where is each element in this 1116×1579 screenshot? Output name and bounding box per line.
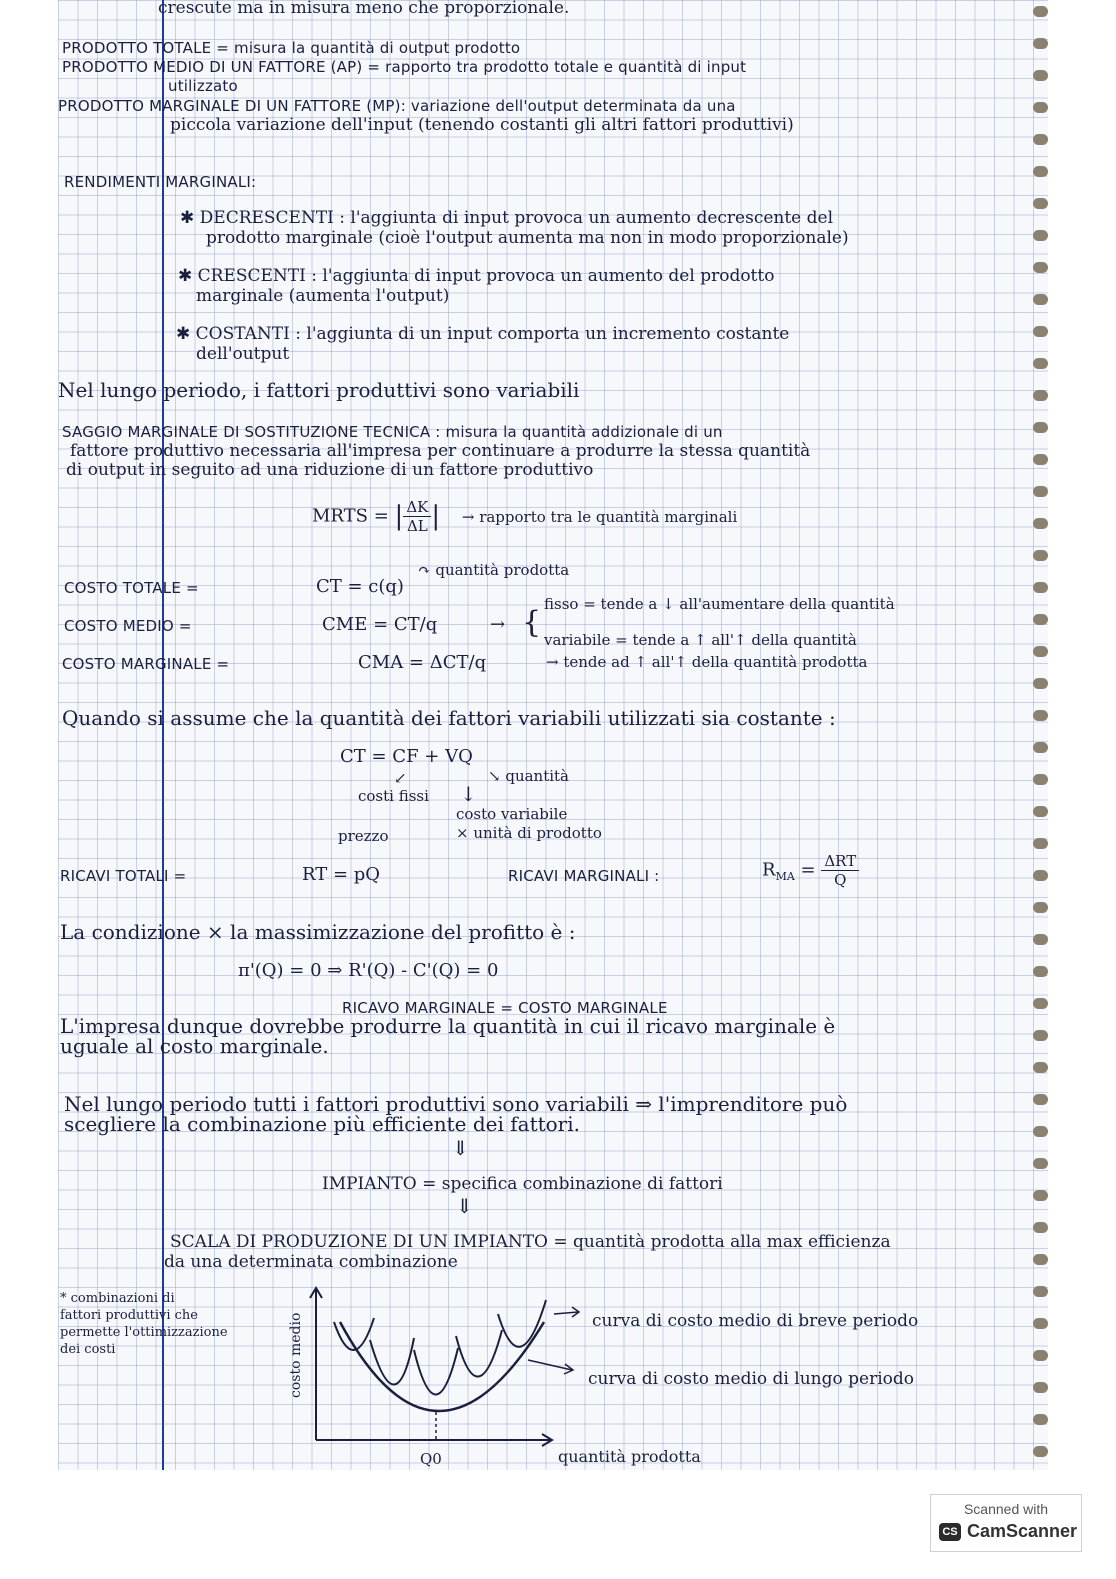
ricavi-marginali-sub: MA — [775, 870, 795, 884]
quantita-prodotta-label: ↷ quantità prodotta — [418, 561, 570, 579]
prezzo-label: prezzo — [338, 827, 389, 845]
binding-ring — [1033, 6, 1048, 17]
binding-ring — [1033, 646, 1048, 657]
binding-ring — [1033, 1446, 1048, 1457]
legend-arrow-short — [554, 1307, 579, 1317]
saggio-line3: di output in seguito ad una riduzione di un fattore produttivo — [66, 460, 594, 480]
binding-ring — [1033, 774, 1048, 785]
binding-ring — [1033, 934, 1048, 945]
badge-scanned-with: Scanned with — [963, 1501, 1049, 1517]
quando-statement: Quando si assume che la quantità dei fattori variabili utilizzati sia costante : — [62, 706, 836, 730]
lungo-line1: Nel lungo periodo tutti i fattori produttivi sono variabili ⇒ l'imprenditore può — [64, 1092, 848, 1116]
binding-ring — [1033, 102, 1048, 113]
binding-ring — [1033, 1062, 1048, 1073]
ricavi-totali-formula: RT = pQ — [302, 864, 381, 885]
ricavi-marginali-lhs: R — [762, 859, 776, 881]
side-note-line4: dei costi — [60, 1342, 116, 1357]
camscanner-badge — [930, 1494, 1082, 1552]
decrescenti-line2: prodotto marginale (cioè l'output aumenta ma non in modo proporzionale) — [206, 228, 849, 248]
binding-ring — [1033, 454, 1048, 465]
binding-ring — [1033, 710, 1048, 721]
costo-medio-formula: CME = CT/q — [322, 614, 438, 635]
double-down-arrow-1: ⇓ — [452, 1136, 469, 1160]
costo-fisso-note: fisso = tende a ↓ all'aumentare della quantità — [544, 595, 895, 613]
per-unita-label: × unità di prodotto — [456, 824, 602, 842]
crescenti-line2: marginale (aumenta l'output) — [196, 286, 450, 306]
short-run-average-cost-curves — [334, 1300, 546, 1395]
binding-ring — [1033, 262, 1048, 273]
mrts-formula: MRTS = | $\frac{\Delta K}{\Delta L}$ | → rapporto tra le quantità marginali — [312, 498, 738, 535]
impresa-line1: L'impresa dunque dovrebbe produrre la quantità in cui il ricavo marginale è — [60, 1014, 836, 1038]
prodotto-marginale-line2: piccola variazione dell'input (tenendo costanti gli altri fattori produttivi) — [170, 115, 794, 135]
binding-ring — [1033, 998, 1048, 1009]
binding-ring — [1033, 1350, 1048, 1361]
profitto-formula: π'(Q) = 0 ⇒ R'(Q) - C'(Q) = 0 — [238, 960, 499, 981]
crescenti-line1: ✱ CRESCENTI : l'aggiunta di input provoca un aumento del prodotto — [178, 266, 775, 286]
ricavo-eq-costo: RICAVO MARGINALE = COSTO MARGINALE — [342, 999, 668, 1017]
binding-ring — [1033, 614, 1048, 625]
prodotto-medio-line1: PRODOTTO MEDIO DI UN FATTORE (AP) = rapporto tra prodotto totale e quantità di input — [62, 58, 747, 76]
rendimenti-title: RENDIMENTI MARGINALI: — [64, 173, 257, 191]
costo-marginale-note: → tende ad ↑ all'↑ della quantità prodotta — [546, 653, 868, 671]
binding-ring — [1033, 1190, 1048, 1201]
top-fragment: crescute ma in misura meno che proporzionale. — [158, 0, 570, 18]
double-down-arrow-2: ⇓ — [456, 1194, 473, 1218]
mrts-note: → rapporto tra le quantità marginali — [461, 507, 738, 526]
x-tick-q0: Q0 — [420, 1450, 442, 1468]
binding-ring — [1033, 1254, 1048, 1265]
x-axis-label: quantità prodotta — [558, 1447, 701, 1466]
binding-ring — [1033, 1286, 1048, 1297]
brace-icon: { — [522, 605, 542, 640]
binding-ring — [1033, 550, 1048, 561]
binding-ring — [1033, 38, 1048, 49]
lungo-periodo-statement: Nel lungo periodo, i fattori produttivi sono variabili — [58, 378, 580, 402]
binding-ring — [1033, 1030, 1048, 1041]
quantita-arrow-label: ↘ quantità — [488, 767, 569, 785]
costo-medio-label: COSTO MEDIO = — [64, 617, 192, 635]
ricavi-marginali-eq: = — [800, 859, 816, 881]
costo-variabile-label: costo variabile — [456, 805, 568, 823]
prodotto-medio-line2: utilizzato — [168, 77, 238, 95]
saggio-line1: SAGGIO MARGINALE DI SOSTITUZIONE TECNICA : misura la quantità addizionale di un — [62, 423, 723, 441]
condizione-statement: La condizione × la massimizzazione del profitto è : — [60, 920, 576, 944]
side-note-line3: permette l'ottimizzazione — [60, 1325, 228, 1340]
camscanner-logo-icon: CS — [939, 1523, 961, 1541]
costo-totale-label: COSTO TOTALE = — [64, 579, 199, 597]
decrescenti-line1: ✱ DECRESCENTI : l'aggiunta di input provoca un aumento decrescente del — [180, 208, 834, 228]
binding-ring — [1033, 134, 1048, 145]
x-axis — [316, 1434, 552, 1446]
y-axis — [310, 1288, 322, 1440]
binding-ring — [1033, 1158, 1048, 1169]
binding-ring — [1033, 70, 1048, 81]
short-run-curve — [498, 1300, 546, 1347]
binding-ring — [1033, 870, 1048, 881]
binding-ring — [1033, 838, 1048, 849]
mrts-numerator: ΔK — [403, 498, 431, 517]
binding-ring — [1033, 966, 1048, 977]
costanti-line1: ✱ COSTANTI : l'aggiunta di un input comporta un incremento costante — [176, 324, 790, 344]
binding-ring — [1033, 1414, 1048, 1425]
binding-ring — [1033, 1318, 1048, 1329]
lungo-line2: scegliere la combinazione più efficiente dei fattori. — [64, 1112, 580, 1136]
binding-ring — [1033, 582, 1048, 593]
binding-ring — [1033, 166, 1048, 177]
legend-short-run: curva di costo medio di breve periodo — [592, 1311, 919, 1331]
binding-ring — [1033, 678, 1048, 689]
badge-brand: CamScanner — [967, 1521, 1078, 1541]
impresa-line2: uguale al costo marginale. — [60, 1034, 329, 1058]
ricavi-marginali-denominator: Q — [834, 871, 847, 889]
costo-marginale-formula: CMA = ΔCT/q — [358, 652, 487, 673]
binding-ring — [1033, 358, 1048, 369]
long-run-average-cost-curve — [340, 1322, 544, 1411]
binding-ring — [1033, 1382, 1048, 1393]
side-note-line2: fattori produttivi che — [60, 1308, 198, 1323]
y-axis-label: costo medio — [288, 1312, 304, 1398]
binding-ring — [1033, 198, 1048, 209]
saggio-line2: fattore produttivo necessaria all'impresa per continuare a produrre la stessa quantità — [70, 441, 811, 461]
notebook-page — [58, 0, 1048, 1470]
ricavi-marginali-label: RICAVI MARGINALI : — [508, 867, 660, 885]
legend-arrow-long — [528, 1360, 573, 1374]
costi-fissi-arrow: ↙ — [394, 769, 407, 787]
scala-line2: da una determinata combinazione — [164, 1252, 458, 1272]
down-arrow-icon: ↓ — [460, 782, 477, 806]
legend-long-run: curva di costo medio di lungo periodo — [588, 1369, 914, 1389]
side-note-line1: * combinazioni di — [60, 1291, 175, 1306]
ricavi-totali-label: RICAVI TOTALI = — [60, 867, 187, 885]
prodotto-totale: PRODOTTO TOTALE = misura la quantità di output prodotto — [62, 39, 521, 57]
ct-formula: CT = CF + VQ — [340, 746, 473, 767]
binding-ring — [1033, 1094, 1048, 1105]
binding-ring — [1033, 294, 1048, 305]
costo-variabile-note: variabile = tende a ↑ all'↑ della quantità — [544, 631, 857, 649]
binding-ring — [1033, 806, 1048, 817]
costi-fissi-label: costi fissi — [358, 787, 429, 805]
prodotto-marginale-line1: PRODOTTO MARGINALE DI UN FATTORE (MP): variazione dell'output determinata da una — [58, 97, 736, 115]
binding-ring — [1033, 486, 1048, 497]
binding-ring — [1033, 230, 1048, 241]
binding-ring — [1033, 742, 1048, 753]
binding-ring — [1033, 326, 1048, 337]
scala-line1: SCALA DI PRODUZIONE DI UN IMPIANTO = quantità prodotta alla max efficienza — [170, 1232, 891, 1252]
binding-ring — [1033, 1126, 1048, 1137]
binding-ring — [1033, 1222, 1048, 1233]
binding-ring — [1033, 518, 1048, 529]
spiral-binding — [1031, 0, 1051, 1470]
impianto-definition: IMPIANTO = specifica combinazione di fattori — [322, 1174, 723, 1194]
costo-medio-arrow: → — [490, 614, 506, 635]
binding-ring — [1033, 902, 1048, 913]
costo-totale-formula: CT = c(q) — [316, 576, 404, 597]
cost-curves-chart — [58, 0, 1048, 1470]
short-run-curve — [414, 1348, 458, 1395]
binding-ring — [1033, 390, 1048, 401]
costanti-line2: dell'output — [196, 344, 290, 364]
costo-marginale-label: COSTO MARGINALE = — [62, 655, 230, 673]
mrts-denominator: ΔL — [406, 517, 428, 535]
ricavi-marginali-numerator: ΔRT — [821, 852, 859, 871]
mrts-lhs: MRTS = — [312, 505, 389, 527]
short-run-curve — [456, 1330, 502, 1377]
binding-ring — [1033, 422, 1048, 433]
